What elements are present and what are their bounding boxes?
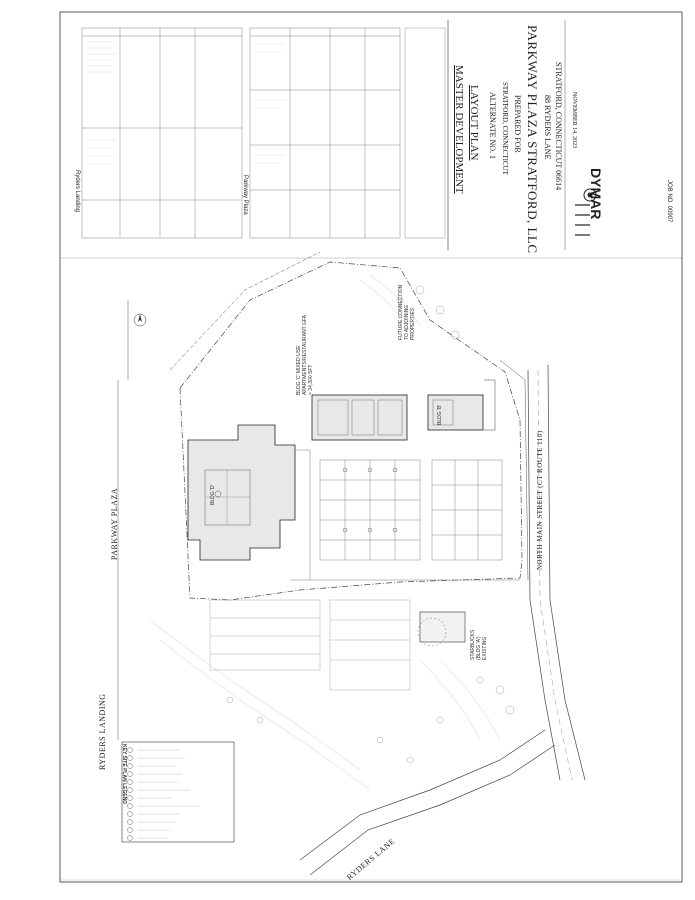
future-connection-note: FUTURE CONNECTION TO ADJOINING PROPERTIES bbox=[398, 284, 416, 340]
bldg-b-label: BLDG 'B' bbox=[437, 404, 443, 425]
prepared-for-label: PREPARED FOR bbox=[513, 95, 522, 153]
parkway-plaza-table-title: Parkway Plaza bbox=[242, 175, 248, 215]
location-label: STRATFORD, CONNECTICUT bbox=[501, 82, 509, 175]
ryders-landing-table-title: Ryders Landing bbox=[74, 170, 80, 213]
date-label: NOVEMBER 14, 2023 bbox=[571, 92, 577, 149]
parkway-plaza-road-label: PARKWAY PLAZA bbox=[110, 487, 119, 560]
client-name: PARKWAY PLAZA STRATFORD, LLC bbox=[525, 25, 540, 254]
title-line2: LAYOUT PLAN bbox=[468, 85, 480, 161]
bldg-d-label: BLDG 'D' bbox=[210, 484, 216, 505]
firm-name: DYMAR bbox=[588, 168, 604, 220]
legend-title: KEY SITE PLAN LEGEND bbox=[121, 744, 127, 804]
alternate-label: ALTERNATE NO. 1 bbox=[488, 92, 497, 160]
job-number: JOB NO. 00907 bbox=[666, 180, 672, 223]
ryders-lane-road-label: RYDERS LANE bbox=[345, 836, 397, 882]
north-arrow-icon bbox=[134, 314, 146, 326]
north-main-street-label: NORTH MAIN STREET (CT ROUTE 110) bbox=[536, 430, 544, 570]
title-line1: MASTER DEVELOPMENT bbox=[453, 65, 465, 194]
starbucks-label: STARBUCKS (BLDG 'A') EXISTING bbox=[470, 629, 488, 660]
address-line2: STRATFORD, CONNECTICUT 06614 bbox=[554, 62, 563, 191]
bldg-c-note: BLDG 'C' MIXED USE APARTMENTS/RESTAURANT GFA = 34,300 SFT bbox=[296, 315, 314, 395]
ryders-landing-road-label: RYDERS LANDING bbox=[98, 693, 107, 770]
address-line1: 88 RYDERS LANE bbox=[543, 95, 552, 160]
